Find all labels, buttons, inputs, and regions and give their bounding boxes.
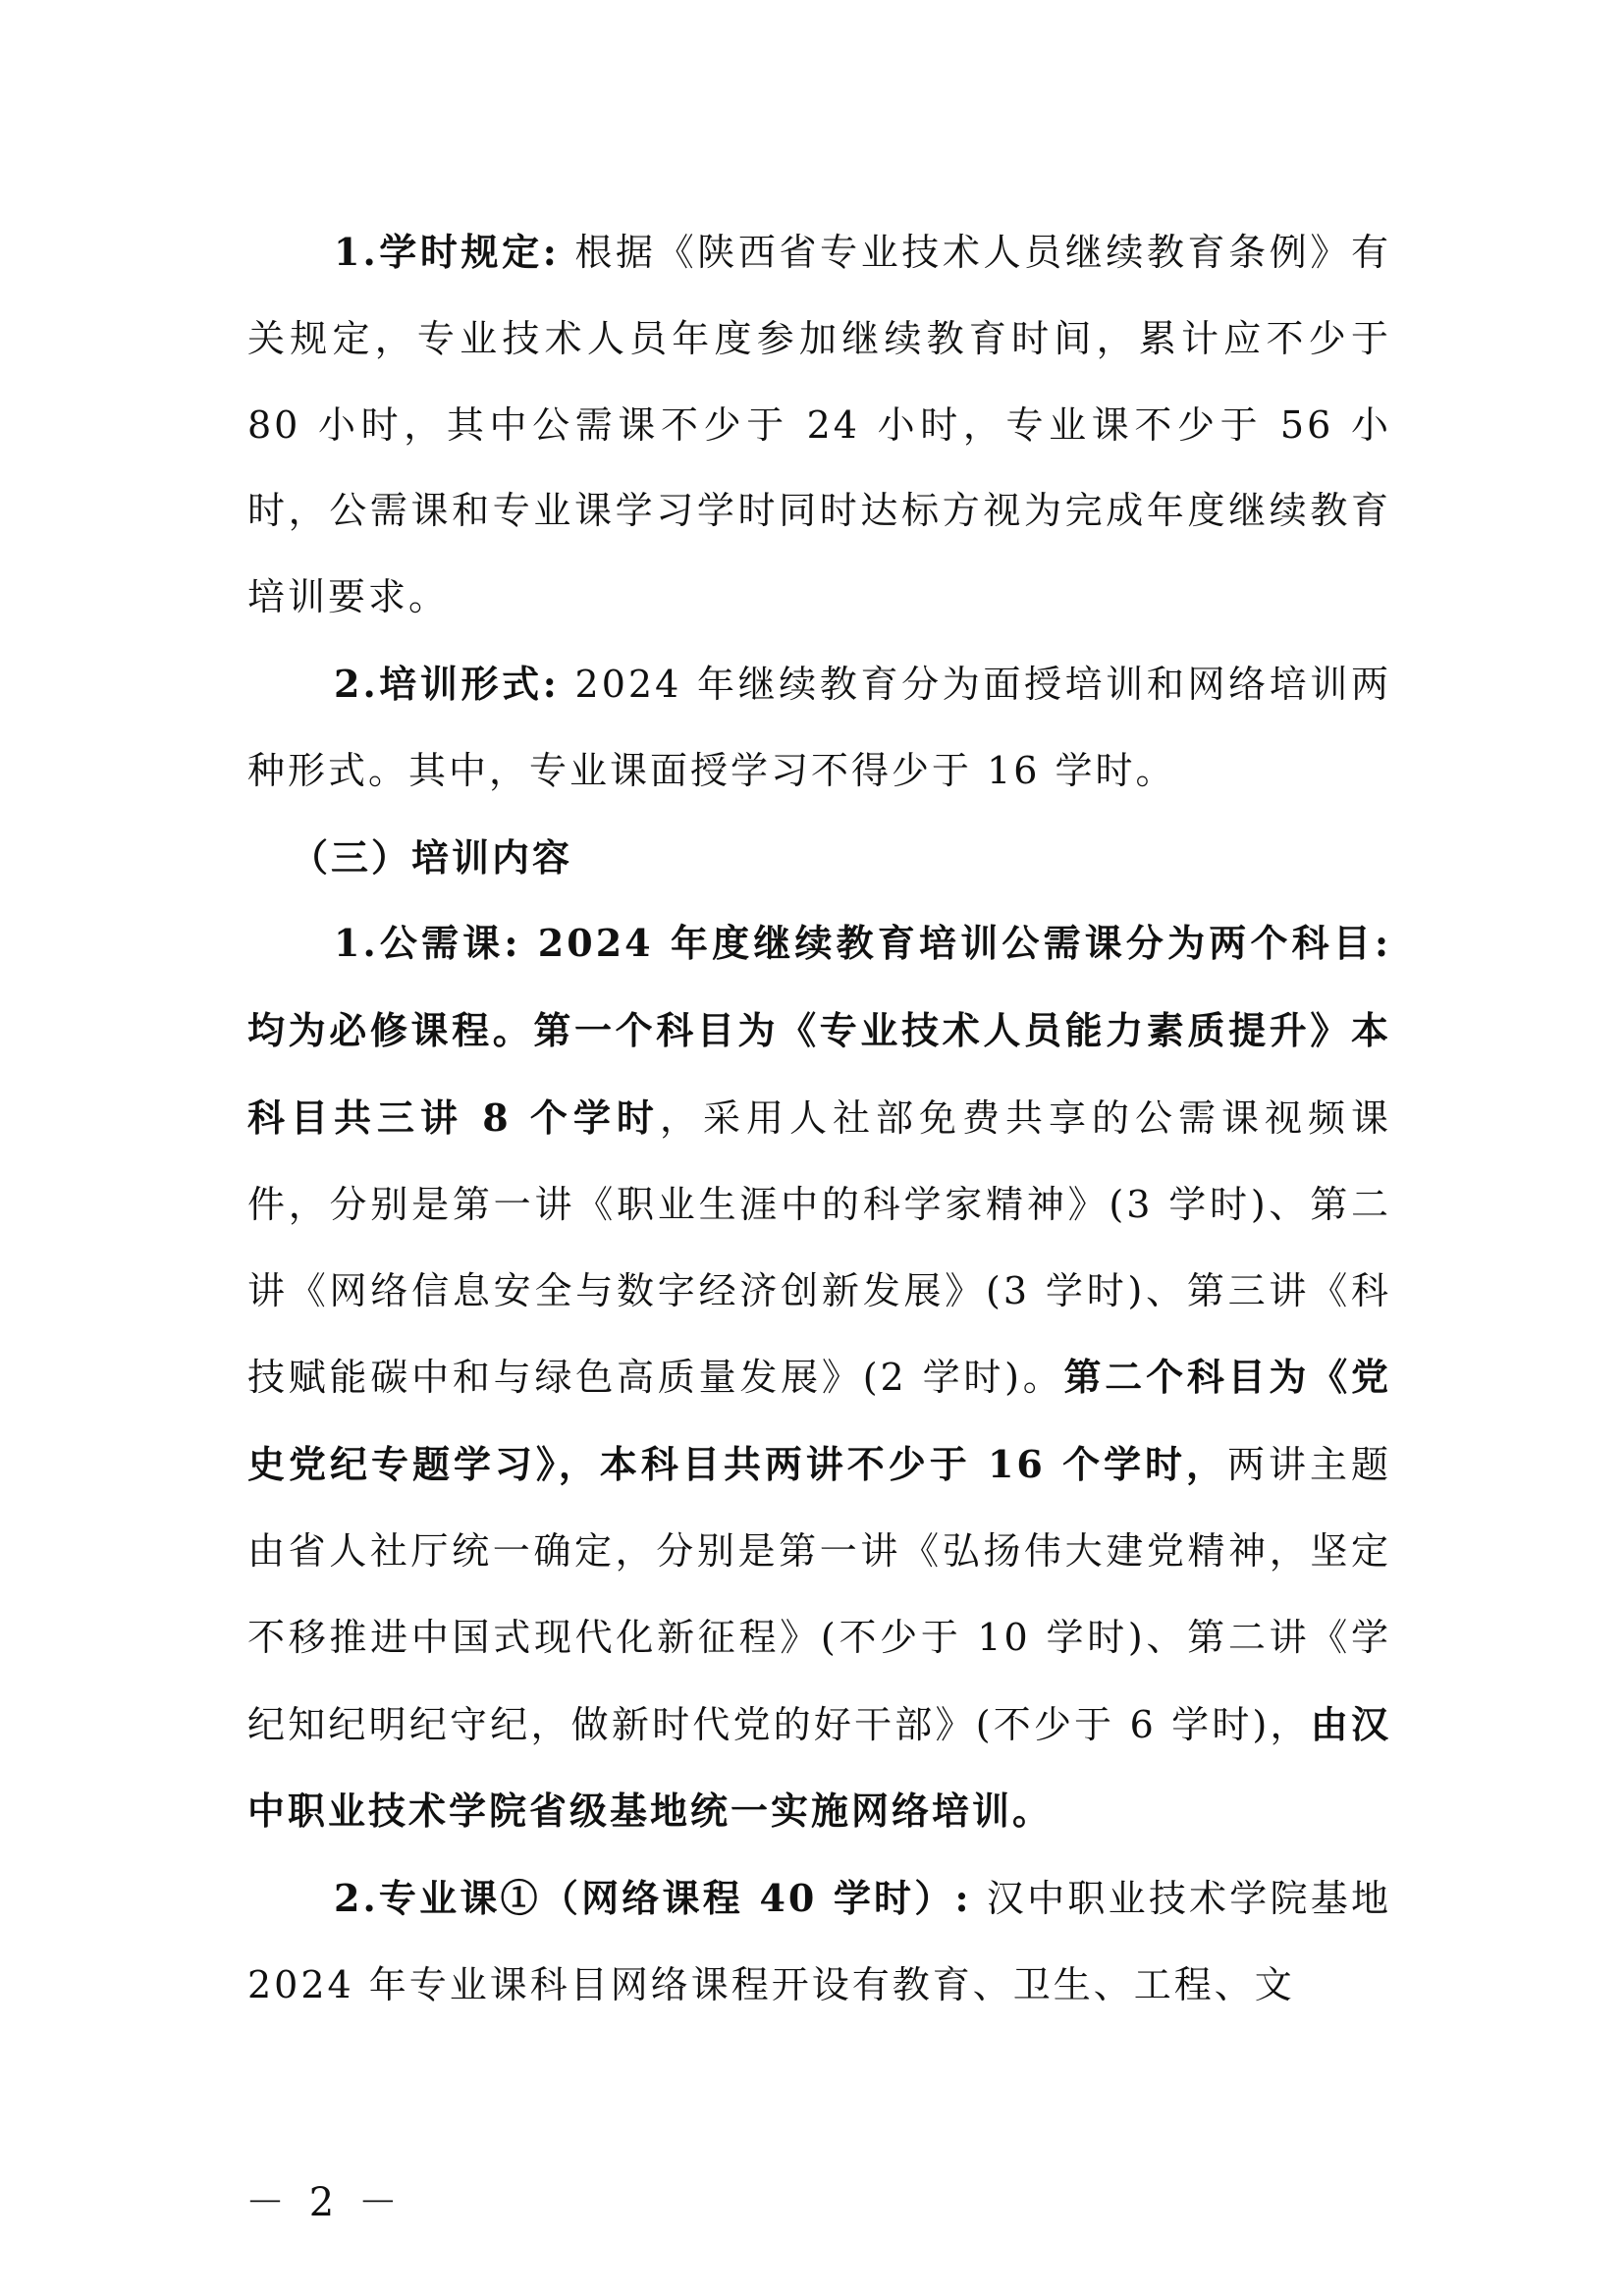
paragraph-study-hours [247, 209, 1391, 641]
paragraph-training-form-text: 2024 年继续教育分为面授培训和网络培训两种形式。其中，专业课面授学习不得少于 16 学时。 [247, 662, 1391, 792]
paragraph-training-form-label: 2.培训形式: [334, 661, 560, 706]
professional-courses-text: 汉中职业技术学院基地 2024 年专业课科目网络课程开设有教育、卫生、工程、文 [247, 1877, 1391, 2006]
professional-courses-label: 2.专业课①（网络课程 40 学时）: [334, 1876, 972, 1921]
paragraph-study-hours-text: 根据《陕西省专业技术人员继续教育条例》有关规定，专业技术人员年度参加继续教育时间，累计应不少于 80 小时，其中公需课不少于 24 小时，专业课不少于 56 小时，公需课和专业课学习学时同时达标方视为完成年度继续教育培训要求。 [247, 231, 1391, 619]
public-courses-implementation: 由汉中职业技术学院省级基地统一实施网络培训。 [247, 1701, 1391, 1834]
page-number: － 2 － [245, 2180, 404, 2225]
paragraph-training-form [247, 641, 1391, 815]
public-courses-second-subject-details: 两讲主题由省人社厅统一确定，分别是第一讲《弘扬伟大建党精神，坚定不移推进中国式现代化新征程》(不少于 10 学时)、第二讲《学纪知纪明纪守纪，做新时代党的好干部》(不少于 6 学时)， [247, 1443, 1391, 1746]
public-courses-second-subject-intro: 第二个科目为《党史党纪专题学习》，本科目共两讲不少于 16 个学时， [247, 1355, 1391, 1487]
paragraph-professional-courses [247, 1855, 1391, 2029]
section-heading-text: （三）培训内容 [291, 834, 573, 880]
document-body [247, 209, 1391, 2029]
paragraph-study-hours-label: 1.学时规定: [334, 230, 560, 274]
section-heading-training-content [247, 815, 1391, 901]
public-courses-bold-intro: 1.公需课: 2024 年度继续教育培训公需课分为两个科目:均为必修课程。第一个科目为《专业技术人员能力素质提升》本科目共三讲 8 个学时 [247, 921, 1391, 1140]
public-courses-first-subject-details: ，采用人社部免费共享的公需课视频课件，分别是第一讲《职业生涯中的科学家精神》(3 学时)、第二讲《网络信息安全与数字经济创新发展》(3 学时)、第三讲《科技赋能碳中和与绿色高质量发展》(2 学时)。 [247, 1095, 1391, 1400]
paragraph-public-courses [247, 900, 1391, 1855]
